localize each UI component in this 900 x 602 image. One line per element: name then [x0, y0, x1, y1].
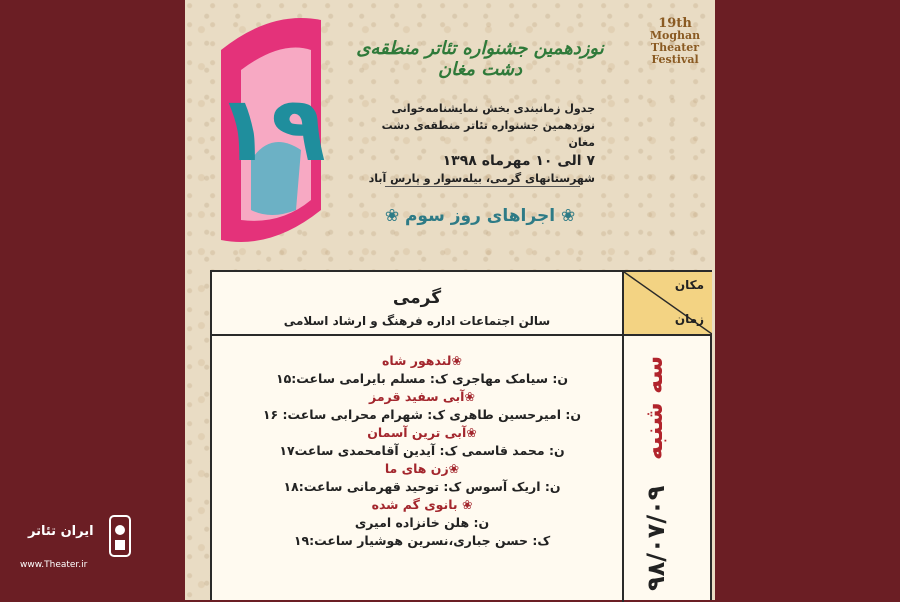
day-date: ۹۸/۰۷/۰۹: [642, 485, 670, 592]
festival-cities: شهرستانهای گرمی، بیله‌سوار و پارس آباد: [368, 172, 595, 185]
performance-credits: ن: سیامک مهاجری ک: مسلم بایرامی ساعت:۱۵: [275, 371, 569, 386]
performance-title: ❀زن های ما: [384, 461, 460, 476]
badge-line4: Festival: [651, 53, 699, 66]
schedule-table: [210, 270, 712, 600]
badge-line2: Moghan: [649, 29, 701, 42]
performance-title: ❀آبی ترین آسمان: [367, 425, 477, 440]
venue-name: سالن اجتماعات اداره فرهنگ و ارشاد اسلامی: [283, 314, 551, 328]
table-header-corner: [624, 272, 712, 334]
performance-credits: ن: محمد قاسمی ک: آیدین آقامحمدی ساعت۱۷: [279, 443, 565, 458]
performance-title: ❀آبی سفید قرمز: [369, 389, 475, 404]
performance-title: ❀ بانوی گم شده: [371, 497, 473, 512]
performance-credits: ن: امیرحسین طاهری ک: شهرام محرابی ساعت: ۱۶: [262, 407, 582, 422]
schedule-info: [365, 100, 595, 187]
schedule-line1: جدول زمانبندی بخش نمایشنامه‌خوانی: [391, 102, 595, 115]
badge-line1: 19th: [658, 16, 692, 31]
site-name: ایران تئاتر: [28, 524, 94, 539]
day-column: [624, 336, 712, 602]
performance-list: [232, 352, 612, 550]
performance-item: [232, 352, 612, 388]
performance-item: [232, 460, 612, 496]
schedule-line2: نوزدهمین جشنواره تئاتر منطقه‌ی دشت مغان: [381, 119, 595, 149]
divider: [385, 186, 580, 187]
logo-number: ۱۹: [216, 77, 326, 182]
performance-item: [232, 496, 612, 550]
header-time: زمان: [674, 312, 704, 326]
city-name: گرمی: [392, 288, 442, 308]
performance-credits-2: ک: حسن جباری،نسرین هوشیار ساعت:۱۹: [293, 533, 551, 548]
badge-line3: Theater: [650, 41, 700, 54]
header-place: مکان: [674, 278, 704, 292]
performance-item: [232, 424, 612, 460]
festival-dates: ۷ الی ۱۰ مهرماه ۱۳۹۸: [442, 153, 595, 169]
performance-credits: ن: اریک آسوس ک: توحید قهرمانی ساعت:۱۸: [283, 479, 561, 494]
site-logo[interactable]: [20, 510, 150, 580]
performance-item: [232, 388, 612, 424]
festival-badge: [635, 0, 715, 90]
theater-mask-icon: [108, 514, 132, 558]
festival-title: نوزدهمین جشنواره تئاتر منطقه‌ی دشت مغان: [356, 38, 604, 80]
day-name: سه شنبه: [640, 355, 668, 461]
poster: [185, 0, 715, 600]
performance-title: ❀لندهور شاه: [382, 353, 462, 368]
day-title: ❀ اجراهای روز سوم ❀: [384, 206, 576, 226]
festival-logo: [211, 10, 331, 260]
performance-credits: ن: هلن خانزاده امیری: [354, 515, 490, 530]
site-url: www.Theater.ir: [20, 560, 88, 570]
